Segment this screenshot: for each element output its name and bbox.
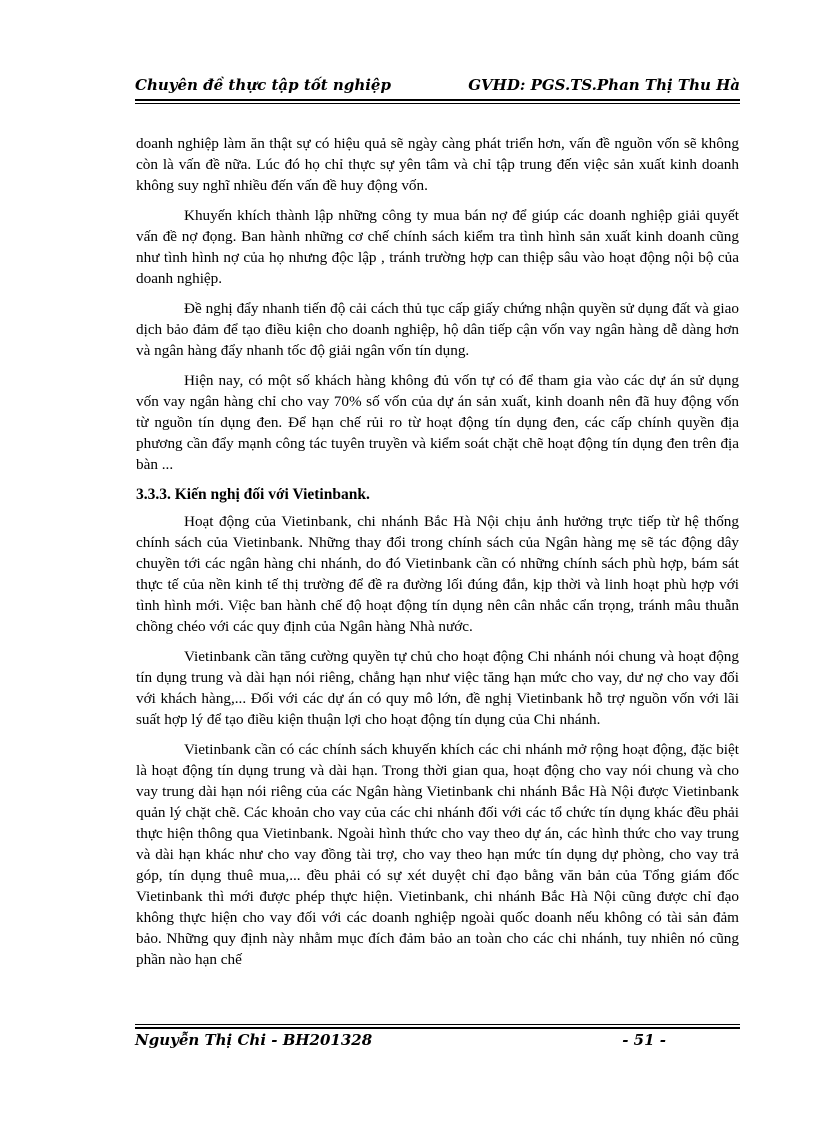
paragraph-3: Đề nghị đẩy nhanh tiến độ cải cách thủ tục cấp giấy chứng nhận quyền sử dụng đất và giao dịch bảo đảm để tạo điều kiện cho doanh nghiệp, hộ dân tiếp cận vốn vay ngân hàng dễ dàng hơn và ngân hàng đẩy nhanh tốc độ giải ngân vốn tín dụng. [136,300,739,359]
footer-rule-thin [135,1024,740,1025]
footer-author: Nguyễn Thị Chi - BH201328 [135,1031,373,1049]
paragraph-4: Hiện nay, có một số khách hàng không đủ vốn tự có để tham gia vào các dự án sử dụng vốn vay ngân hàng chỉ cho vay 70% số vốn của dự án sản xuất, kinh doanh nên đã huy động vốn từ nguồn tín dụng đen. Để hạn chế rủi ro từ hoạt động tín dụng đen, các cấp chính quyền địa phương cần đẩy mạnh công tác tuyên truyền và kiểm soát chặt chẽ hoạt động tín dụng đen trên địa bàn ... [136,372,739,473]
header-rule-thin [135,103,740,104]
paragraph-6: Vietinbank cần tăng cường quyền tự chủ cho hoạt động Chi nhánh nói chung và hoạt động tín dụng trung và dài hạn nói riêng, chẳng hạn như việc tăng hạn mức cho vay, dư nợ cho vay đối với khách hàng,... Đối với các dự án có quy mô lớn, đề nghị Vietinbank hỗ trợ nguồn vốn với lãi suất hợp lý để tạo điều kiện thuận lợi cho hoạt động tín dụng của Chi nhánh. [136,648,739,728]
paragraph-5: Hoạt động của Vietinbank, chi nhánh Bắc Hà Nội chịu ảnh hưởng trực tiếp từ hệ thống chính sách của Vietinbank. Những thay đổi trong chính sách của Ngân hàng mẹ sẽ tác động dây chuyền tới các ngân hàng chi nhánh, do đó Vietinbank cần có những chính sách phù hợp, bám sát thực tế của nền kinh tế thị trường để đề ra đường lối đúng đắn, kịp thời và linh hoạt phù hợp với tình hình mới. Việc ban hành chế độ hoạt động tín dụng nên cân nhắc cẩn trọng, tránh mâu thuẫn chồng chéo với các quy định của Ngân hàng Nhà nước. [136,513,739,635]
page-number: - 51 - [622,1031,666,1049]
header-supervisor: GVHD: PGS.TS.Phan Thị Thu Hà [468,76,740,94]
footer-rule-thick [135,1027,740,1029]
section-heading: 3.3.3. Kiến nghị đối với Vietinbank. [136,486,370,503]
page-header [135,74,740,98]
header-rule-thick [135,99,740,101]
page-body [136,133,739,979]
page-footer [135,1031,740,1055]
paragraph-7: Vietinbank cần có các chính sách khuyến khích các chi nhánh mở rộng hoạt động, đặc biệt là hoạt động tín dụng trung và dài hạn. Trong thời gian qua, hoạt động cho vay nói chung và cho vay trung dài hạn nói riêng của các Ngân hàng Vietinbank chi nhánh Bắc Hà Nội được Vietinbank quản lý chặt chẽ. Các khoản cho vay của các chi nhánh đối với các tổ chức tín dụng khác đều phải thực hiện thông qua Vietinbank. Ngoài hình thức cho vay theo dự án, các hình thức cho vay trung và dài hạn khác như cho vay đồng tài trợ, cho vay theo hạn mức tín dụng dự phòng, cho vay trả góp, tín dụng thuê mua,... đều phải có sự xét duyệt chỉ đạo bằng văn bản của Tổng giám đốc Vietinbank thì mới được phép thực hiện. Vietinbank, chi nhánh Bắc Hà Nội cũng được chỉ đạo không thực hiện cho vay đối với các doanh nghiệp ngoài quốc doanh nếu không có tài sản đảm bảo. Những quy định này nhằm mục đích đảm bảo an toàn cho các chi nhánh, tuy nhiên nó cũng phần nào hạn chế [136,741,739,968]
header-document-title: Chuyên đề thực tập tốt nghiệp [135,76,391,94]
paragraph-1: doanh nghiệp làm ăn thật sự có hiệu quả sẽ ngày càng phát triển hơn, vấn đề nguồn vốn sẽ không còn là vấn đề nữa. Lúc đó họ chỉ thực sự yên tâm và chỉ tập trung đến việc sản xuất kinh doanh không suy nghĩ nhiều đến vấn đề huy động vốn. [136,135,739,194]
paragraph-2: Khuyến khích thành lập những công ty mua bán nợ để giúp các doanh nghiệp giải quyết vấn đề nợ đọng. Ban hành những cơ chế chính sách kiểm tra tình hình sản xuất kinh doanh cũng như tình hình nợ của họ nhưng độc lập , tránh trường hợp can thiệp sâu vào hoạt động nội bộ của doanh nghiệp. [136,207,739,287]
